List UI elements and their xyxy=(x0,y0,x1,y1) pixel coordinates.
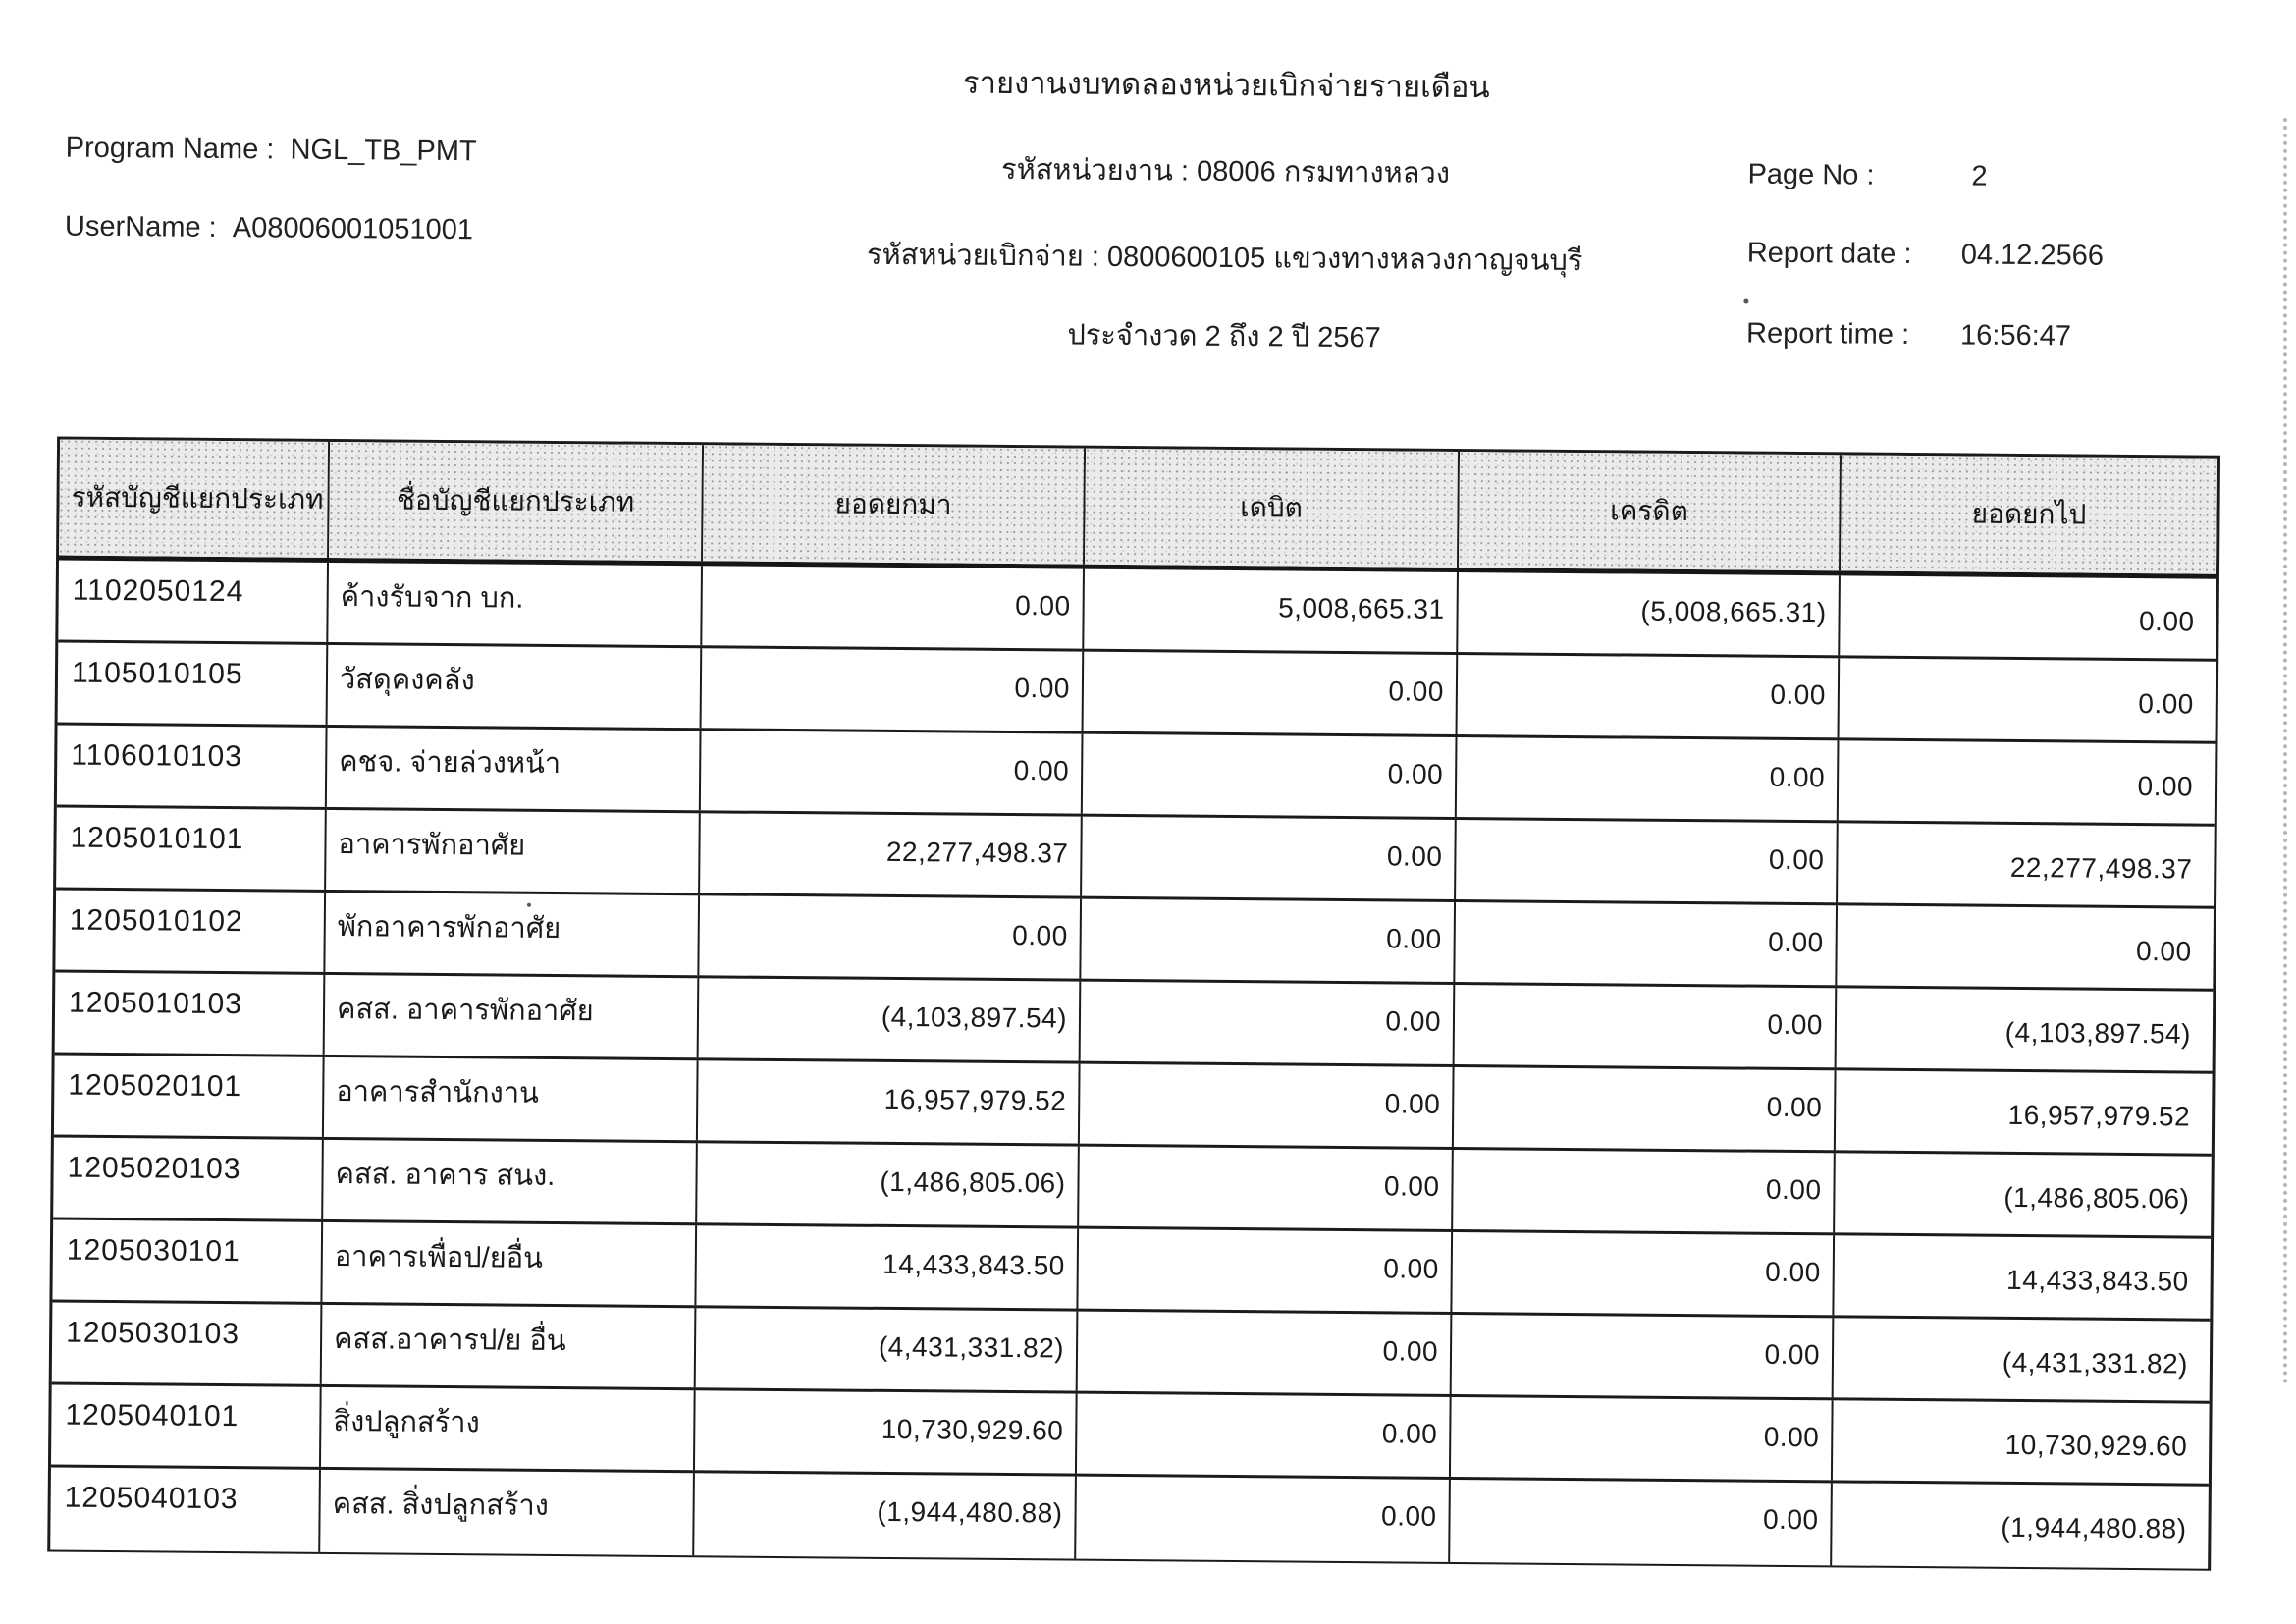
cell-debit: 0.00 xyxy=(1078,1229,1453,1312)
cell-beginning-balance: 10,730,929.60 xyxy=(695,1390,1078,1473)
cell-account-code: 1205010102 xyxy=(55,891,326,972)
disbursement-unit-line: รหัสหน่วยเบิกจ่าย : 0800600105 แขวงทางหลวงกาญจนบุรี xyxy=(866,239,1583,278)
cell-debit: 0.00 xyxy=(1083,734,1458,817)
cell-ending-balance: (1,944,480.88) xyxy=(2001,1511,2187,1544)
report-time-value: 16:56:47 xyxy=(1959,319,2072,352)
cell-credit: 0.00 xyxy=(1455,902,1838,985)
cell-account-code: 1106010103 xyxy=(57,726,328,807)
cell-account-name: อาคารพักอาศัย xyxy=(326,810,701,893)
cell-ending-balance: 0.00 xyxy=(2135,936,2192,967)
program-name-value: NGL_TB_PMT xyxy=(290,134,477,168)
table-row xyxy=(50,1468,2209,1569)
cell-debit: 0.00 xyxy=(1077,1394,1452,1477)
cell-account-code: 1205020101 xyxy=(54,1056,325,1137)
cell-ending-balance: 14,433,843.50 xyxy=(2006,1264,2189,1297)
cell-account-code: 1102050124 xyxy=(58,561,329,642)
cell-credit: 0.00 xyxy=(1455,985,1838,1067)
col-header-account-code: รหัสบัญชีแยกประเภท xyxy=(59,440,330,558)
cell-account-name: อาคารเพื่อป/ยอื่น xyxy=(322,1222,697,1305)
cell-account-code: 1205030103 xyxy=(52,1303,323,1384)
cell-ending-balance: 0.00 xyxy=(2138,688,2194,720)
program-name-label: Program Name : xyxy=(65,132,275,166)
table-header-row xyxy=(59,440,2217,579)
cell-account-code: 1205040103 xyxy=(50,1468,321,1552)
cell-ending-balance: 10,730,929.60 xyxy=(2004,1429,2188,1462)
cell-account-code: 1205010101 xyxy=(56,808,327,890)
cell-account-code: 1205020103 xyxy=(53,1138,324,1219)
col-header-credit: เครดิต xyxy=(1459,452,1842,570)
cell-beginning-balance: 14,433,843.50 xyxy=(696,1225,1079,1308)
cell-debit: 0.00 xyxy=(1076,1477,1451,1562)
scan-speck xyxy=(1743,299,1748,304)
trial-balance-table xyxy=(47,437,2220,1571)
cell-credit: 0.00 xyxy=(1451,1397,1834,1480)
col-header-debit: เดบิต xyxy=(1085,449,1460,568)
cell-account-code: 1205030101 xyxy=(52,1220,323,1302)
cell-ending-balance: (1,486,805.06) xyxy=(2003,1181,2190,1215)
cell-credit: 0.00 xyxy=(1452,1232,1835,1315)
col-header-account-name: ชื่อบัญชีแยกประเภท xyxy=(329,442,704,561)
cell-credit: 0.00 xyxy=(1453,1150,1836,1232)
cell-account-name: คสส. อาคารพักอาศัย xyxy=(325,975,700,1057)
period-line: ประจำงวด 2 ถึง 2 ปี 2567 xyxy=(1067,319,1381,354)
cell-credit: 0.00 xyxy=(1458,655,1841,737)
page-no-label: Page No : xyxy=(1747,158,1875,191)
cell-credit: 0.00 xyxy=(1452,1315,1835,1397)
cell-account-name: วัสดุคงคลัง xyxy=(328,645,703,728)
cell-account-code: 1205040101 xyxy=(51,1385,322,1467)
cell-beginning-balance: 22,277,498.37 xyxy=(700,813,1083,895)
cell-debit: 5,008,665.31 xyxy=(1084,569,1459,652)
cell-ending-balance: 0.00 xyxy=(2137,771,2194,802)
cell-credit: 0.00 xyxy=(1457,737,1840,820)
cell-beginning-balance: 0.00 xyxy=(702,648,1085,731)
cell-debit: 0.00 xyxy=(1084,652,1459,734)
cell-ending-balance: (4,431,331.82) xyxy=(2002,1346,2189,1380)
cell-account-name: อาคารสำนักงาน xyxy=(324,1057,699,1140)
scan-speck xyxy=(527,903,531,907)
cell-debit: 0.00 xyxy=(1080,1064,1455,1147)
col-header-ending-balance: ยอดยกไป xyxy=(1841,455,2217,573)
cell-beginning-balance: (4,431,331.82) xyxy=(696,1308,1079,1390)
cell-ending-balance: 22,277,498.37 xyxy=(2009,851,2193,885)
username-value: A08006001051001 xyxy=(232,212,474,246)
page-no-value: 2 xyxy=(1971,160,1988,192)
cell-beginning-balance: 0.00 xyxy=(702,566,1085,648)
cell-account-name: พักอาคารพักอาศัย xyxy=(325,893,700,975)
report-date-value: 04.12.2566 xyxy=(1960,239,2105,272)
cell-credit: 0.00 xyxy=(1450,1480,1833,1565)
cell-debit: 0.00 xyxy=(1082,817,1457,899)
cell-beginning-balance: (1,944,480.88) xyxy=(694,1473,1077,1558)
cell-credit: 0.00 xyxy=(1454,1067,1837,1150)
table-body xyxy=(50,561,2216,1569)
program-name-line xyxy=(66,133,477,169)
cell-account-name: คสส.อาคารป/ย อื่น xyxy=(322,1305,697,1387)
cell-account-name: ค้างรับจาก บก. xyxy=(328,563,703,645)
cell-account-name: คสส. อาคาร สนง. xyxy=(323,1140,698,1222)
cell-account-name: คชจ. จ่ายล่วงหน้า xyxy=(327,728,702,810)
cell-beginning-balance: 16,957,979.52 xyxy=(698,1060,1081,1143)
username-line xyxy=(65,211,473,247)
cell-account-name: คสส. สิ่งปลูกสร้าง xyxy=(320,1470,695,1555)
cell-debit: 0.00 xyxy=(1078,1312,1453,1394)
cell-beginning-balance: (4,103,897.54) xyxy=(699,978,1082,1060)
cell-account-code: 1205010103 xyxy=(55,973,326,1055)
cell-ending-balance: (4,103,897.54) xyxy=(2004,1016,2192,1050)
cell-beginning-balance: 0.00 xyxy=(699,895,1082,978)
cell-credit: 0.00 xyxy=(1456,820,1839,902)
cell-account-name: สิ่งปลูกสร้าง xyxy=(321,1387,696,1470)
cell-credit: (5,008,665.31) xyxy=(1458,572,1841,655)
username-label: UserName : xyxy=(64,210,217,244)
page-edge-artifact xyxy=(2283,118,2287,1384)
report-date-label: Report date : xyxy=(1746,237,1912,271)
col-header-beginning-balance: ยอดยกมา xyxy=(703,445,1086,564)
cell-debit: 0.00 xyxy=(1079,1147,1454,1229)
cell-ending-balance: 0.00 xyxy=(2138,606,2195,637)
agency-code-line: รหัสหน่วยงาน : 08006 กรมทางหลวง xyxy=(1000,153,1451,189)
cell-debit: 0.00 xyxy=(1081,982,1456,1064)
cell-ending-balance: 16,957,979.52 xyxy=(2007,1099,2191,1132)
cell-account-code: 1105010105 xyxy=(58,643,329,725)
cell-beginning-balance: 0.00 xyxy=(701,731,1084,813)
report-title: รายงานงบทดลองหน่วยเบิกจ่ายรายเดือน xyxy=(962,65,1490,105)
cell-debit: 0.00 xyxy=(1081,899,1456,982)
cell-beginning-balance: (1,486,805.06) xyxy=(697,1143,1080,1225)
report-time-label: Report time : xyxy=(1745,317,1910,351)
